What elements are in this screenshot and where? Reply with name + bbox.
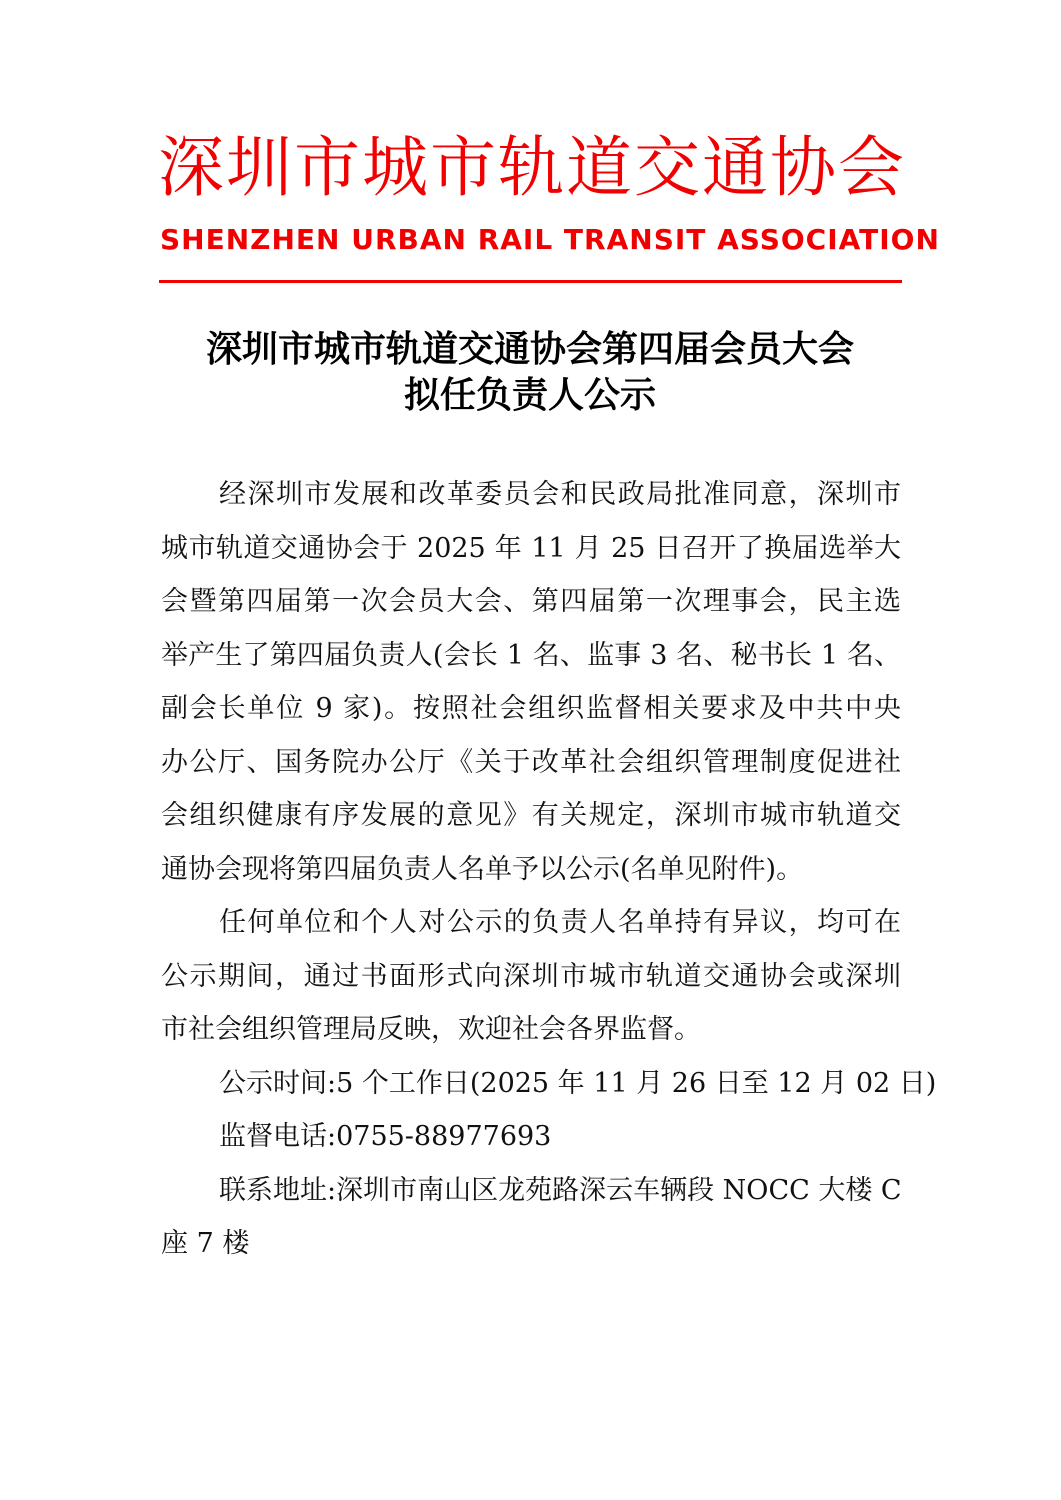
body-line: 市社会组织管理局反映，欢迎社会各界监督。 [161,1014,701,1045]
body-line: 副会长单位 9 家)。按照社会组织监督相关要求及中共中央 [161,693,901,724]
document-title-line-1: 深圳市城市轨道交通协会第四届会员大会 [205,328,854,370]
address-line: 联系地址:深圳市南山区龙苑路深云车辆段 NOCC 大楼 C [219,1174,902,1206]
letterhead-divider [159,280,902,283]
body-line: 任何单位和个人对公示的负责人名单持有异议，均可在 [219,907,901,938]
letterhead-org-name-en: SHENZHEN URBAN RAIL TRANSIT ASSOCIATION [160,223,940,256]
body-line: 举产生了第四届负责人(会长 1 名、监事 3 名、秘书长 1 名、 [161,639,901,671]
body-line: 会组织健康有序发展的意见》有关规定，深圳市城市轨道交 [161,800,901,831]
notice-period: 公示时间:5 个工作日(2025 年 11 月 26 日至 12 月 02 日) [219,1067,937,1099]
contact-address [161,1164,901,1271]
document-body [161,468,937,1271]
supervision-phone: 监督电话:0755-88977693 [219,1121,552,1152]
body-line: 城市轨道交通协会于 2025 年 11 月 25 日召开了换届选举大 [161,532,901,564]
document-title [150,326,910,418]
body-line: 公示期间，通过书面形式向深圳市城市轨道交通协会或深圳 [161,960,901,992]
body-line: 通协会现将第四届负责人名单予以公示(名单见附件)。 [161,853,804,885]
body-line: 会暨第四届第一次会员大会、第四届第一次理事会，民主选 [161,586,901,617]
address-line: 座 7 楼 [161,1228,250,1259]
paragraph-approval [161,468,901,896]
document-title-line-2: 拟任负责人公示 [403,374,656,416]
letterhead-org-name-cn: 深圳市城市轨道交通协会 [158,129,906,206]
paragraph-objection [161,896,901,1057]
body-line: 经深圳市发展和改革委员会和民政局批准同意，深圳市 [219,479,901,510]
body-line: 办公厅、国务院办公厅《关于改革社会组织管理制度促进社 [161,746,901,778]
